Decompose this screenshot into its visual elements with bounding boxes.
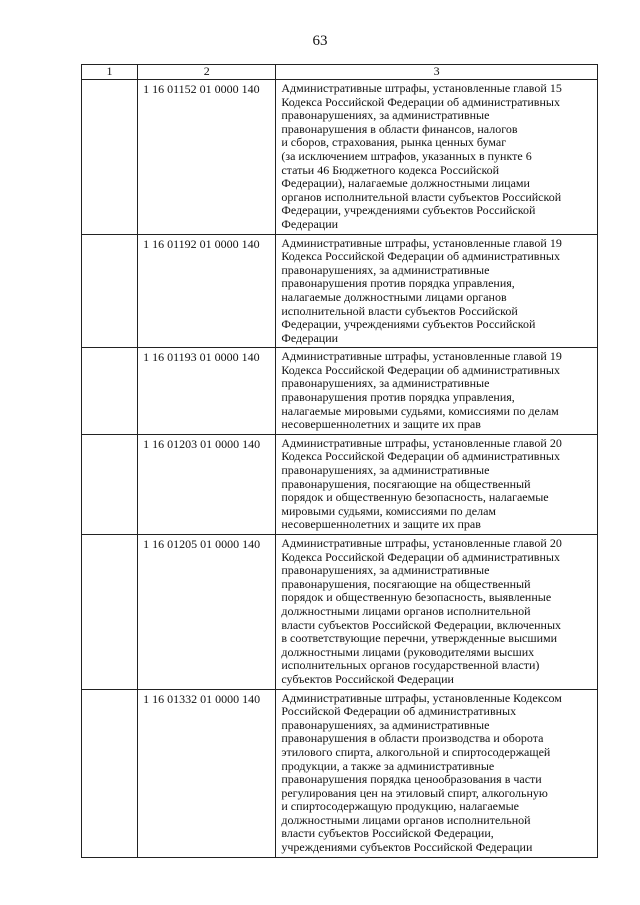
row-number-cell (82, 348, 138, 435)
column-header-3: 3 (276, 65, 598, 80)
description-line: власти субъектов Российской Федерации, (281, 826, 494, 841)
description-line: Кодекса Российской Федерации об административных (281, 449, 560, 464)
row-number-cell (82, 80, 138, 235)
description-line: несовершеннолетних и защите их прав (281, 417, 481, 432)
table-row (82, 348, 598, 435)
budget-code-cell: 1 16 01152 01 0000 140 (138, 80, 276, 235)
row-number-cell (82, 689, 138, 857)
table-row (82, 234, 598, 348)
description-line: должностными лицами (руководителями высших (281, 644, 535, 659)
description-line: правонарушения против порядка управления, (281, 390, 515, 405)
description-line: правонарушениях, за административные (281, 108, 490, 123)
description-line: статьи 46 Бюджетного кодекса Российской (281, 162, 500, 177)
description-line: исполнительных органов государственной власти) (281, 658, 540, 673)
description-line: правонарушения в области финансов, налогов (281, 121, 518, 136)
table-body (82, 80, 598, 858)
description-line: правонарушения, посягающие на общественный (281, 576, 531, 591)
description-line: Кодекса Российской Федерации об административных (281, 94, 560, 109)
description-line: Федерации), налагаемые должностными лицами (281, 176, 530, 191)
table-row (82, 80, 598, 235)
table-row (82, 434, 598, 534)
description-line: Административные штрафы, установленные главой 19 (281, 349, 562, 364)
budget-code-cell: 1 16 01205 01 0000 140 (138, 535, 276, 690)
description-line: учреждениями субъектов Российской Федерации (281, 840, 533, 855)
description-line: порядок и общественную безопасность, выявленные (281, 590, 552, 605)
budget-code-cell: 1 16 01193 01 0000 140 (138, 348, 276, 435)
description-line: правонарушения порядка ценообразования в части (281, 772, 542, 787)
description-line: Российской Федерации об административных (281, 704, 517, 719)
description-line: правонарушения в области производства и оборота (281, 731, 544, 746)
table-header-row (82, 65, 598, 80)
description-line: и сборов, страхования, рынка ценных бумаг (281, 135, 507, 150)
row-number-cell (82, 535, 138, 690)
description-cell (276, 348, 598, 435)
budget-code-cell: 1 16 01203 01 0000 140 (138, 434, 276, 534)
description-line: Административные штрафы, установленные главой 15 (281, 81, 562, 95)
description-line: Административные штрафы, установленные Кодексом (281, 690, 562, 705)
description-cell (276, 689, 598, 857)
budget-code-cell: 1 16 01192 01 0000 140 (138, 234, 276, 348)
table-row (82, 535, 598, 690)
description-line: должностными лицами органов исполнительной (281, 812, 531, 827)
description-line: органов исполнительной власти субъектов Российской (281, 189, 562, 204)
description-line: правонарушениях, за административные (281, 563, 490, 578)
description-line: Административные штрафы, установленные главой 20 (281, 536, 562, 550)
description-line: порядок и общественную безопасность, налагаемые (281, 490, 549, 505)
description-cell (276, 234, 598, 348)
description-cell (276, 434, 598, 534)
description-line: Кодекса Российской Федерации об административных (281, 362, 560, 377)
description-line: (за исключением штрафов, указанных в пункте 6 (281, 148, 532, 163)
page-number: 63 (312, 33, 328, 49)
description-line: правонарушения против порядка управления, (281, 276, 515, 291)
row-number-cell (82, 234, 138, 348)
description-line: продукции, а также за административные (281, 758, 495, 773)
budget-code-cell: 1 16 01332 01 0000 140 (138, 689, 276, 857)
description-line: правонарушениях, за административные (281, 463, 490, 478)
table-row (82, 689, 598, 857)
description-line: исполнительной власти субъектов Российской (281, 303, 518, 318)
description-line: в соответствующие перечни, утвержденные высшими (281, 631, 558, 646)
description-line: власти субъектов Российской Федерации, включенных (281, 617, 562, 632)
description-line: правонарушениях, за административные (281, 262, 490, 277)
description-line: Кодекса Российской Федерации об административных (281, 249, 560, 264)
description-line: и спиртосодержащую продукцию, налагаемые (281, 799, 519, 814)
description-line: Федерации (281, 216, 339, 231)
description-line: Административные штрафы, установленные главой 20 (281, 435, 562, 450)
description-cell (276, 80, 598, 235)
description-line: правонарушениях, за административные (281, 717, 490, 732)
description-line: налагаемые должностными лицами органов (281, 289, 507, 304)
description-line: этилового спирта, алкогольной и спиртосодержащей (281, 744, 551, 759)
description-line: Федерации (281, 330, 339, 345)
column-header-1: 1 (82, 65, 138, 80)
row-number-cell (82, 434, 138, 534)
description-line: налагаемые мировыми судьями, комиссиями по делам (281, 403, 559, 418)
description-line: регулирования цен на этиловый спирт, алкогольную (281, 785, 548, 800)
description-line: Кодекса Российской Федерации об административных (281, 549, 560, 564)
description-line: несовершеннолетних и защите их прав (281, 517, 481, 532)
column-header-2: 2 (138, 65, 276, 80)
description-line: субъектов Российской Федерации (281, 671, 454, 686)
description-line: Федерации, учреждениями субъектов Российской (281, 317, 536, 332)
description-line: правонарушениях, за административные (281, 376, 490, 391)
description-cell (276, 535, 598, 690)
budget-codes-table (81, 64, 598, 858)
description-line: должностными лицами органов исполнительной (281, 603, 531, 618)
description-line: мировыми судьями, комиссиями по делам (281, 503, 497, 518)
description-line: Административные штрафы, установленные главой 19 (281, 235, 562, 250)
description-line: правонарушения, посягающие на общественный (281, 476, 531, 491)
description-line: Федерации, учреждениями субъектов Российской (281, 203, 536, 218)
